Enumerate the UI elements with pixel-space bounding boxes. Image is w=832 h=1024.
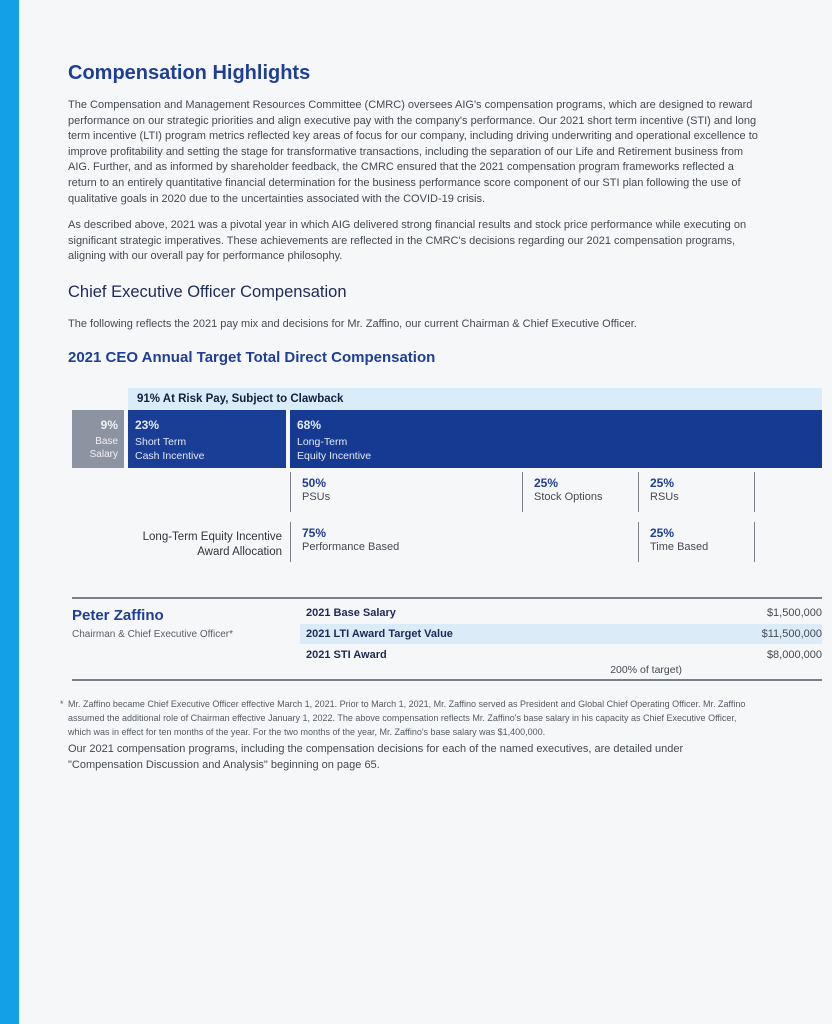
table-row: 2021 STI Award $8,000,000 [306,649,822,661]
vehicle-stock-options: 25% Stock Options [534,476,603,503]
lti-allocation-row [290,522,822,562]
table-row: 2021 Base Salary $1,500,000 [306,607,822,619]
executive-name: Peter Zaffino [72,607,164,624]
base-salary-label: Base Salary [89,436,118,460]
lti-cell [290,410,822,468]
left-accent-bar [0,0,19,1024]
table-bottom-rule [72,679,822,681]
summary-paragraph: As described above, 2021 was a pivotal year in which AIG delivered strong financial results and stock price performance while executing on significant strategic imperatives. These achievements are reflected in the CMRC's decisions regarding our 2021 compensation programs, aligning with our overall pay for performance philosophy. [68,219,747,263]
table-top-rule [72,597,822,599]
lti-vehicle-row [290,472,822,512]
sti-cell [128,410,286,468]
base-salary-cell [72,410,124,468]
closing-paragraph: Our 2021 compensation programs, including the compensation decisions for each of the named executives, are detailed under "Compensation Discussion and Analysis" beginning on page 65. [68,743,684,771]
page-title: Compensation Highlights [68,62,311,84]
ceo-intro-paragraph: The following reflects the 2021 pay mix and decisions for Mr. Zaffino, our current Chairman & Chief Executive Officer. [68,318,637,330]
executive-title: Chairman & Chief Executive Officer* [72,629,233,640]
vehicle-psus: 50% PSUs [302,476,331,503]
sti-pct: 23% [135,418,160,432]
section-title: Chief Executive Officer Compensation [68,283,347,301]
sti-award-note: 200% of target) [610,664,682,676]
table-row: 2021 LTI Award Target Value $11,500,000 [300,624,822,644]
footnote: * Mr. Zaffino became Chief Executive Officer effective March 1, 2021. Prior to March 1, 2021, Mr. Zaffino served as President and Global Chief Operating Officer. Mr. Zaffino assumed the additional role of Chairman effective January 1, 2022. The above compensation reflects Mr. Zaffino's base salary in his capacity as Chief Executive Officer, which was in effect for ten months of the year. For the two months of the year, Mr. Zaffino's base salary was $1,400,000. [60,699,746,737]
lti-pct: 68% [297,418,322,432]
allocation-performance: 75% Performance Based [302,526,400,553]
lti-label: Long-Term Equity Incentive [297,436,372,462]
allocation-label: Long-Term Equity Incentive Award Allocation [142,531,282,558]
subsection-title: 2021 CEO Annual Target Total Direct Compensation [68,349,436,366]
base-salary-pct: 9% [100,418,118,432]
vehicle-rsus: 25% RSUs [650,476,679,503]
allocation-time: 25% Time Based [650,526,709,553]
intro-paragraph: The Compensation and Management Resources Committee (CMRC) oversees AIG's compensation programs, which are designed to reward performance on our strategic priorities and align executive pay with the company's performance. Our 2021 short term incentive (STI) and long term incentive (LTI) program metrics reflected key areas of focus for our company, including driving underwriting and operational excellence to improve profitability and setting the stage for transformative transactions, including the separation of our Life and Retirement business from AIG. Further, and as informed by shareholder feedback, the CMRC ensured that the 2021 compensation program frameworks reflected a return to an entirely quantitative financial determination for the business performance score component of our STI plan following the use of qualitative goals in 2020 due to the uncertainties associated with the COVID-19 crisis. [68,99,758,205]
sti-label: Short Term Cash Incentive [135,436,205,462]
at-risk-pay-bar: 91% At Risk Pay, Subject to Clawback [128,388,822,410]
